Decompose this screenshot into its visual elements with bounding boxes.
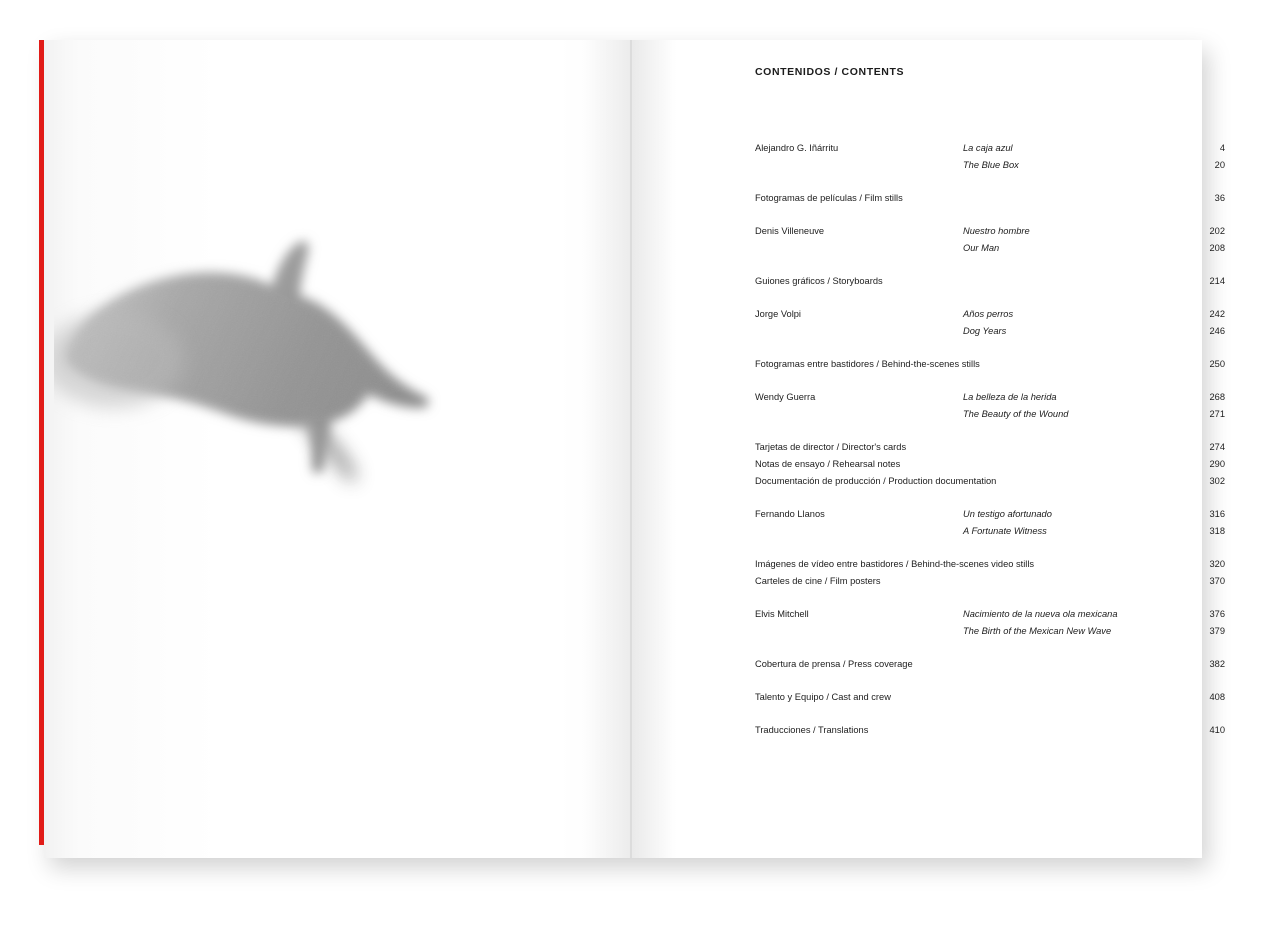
entry-page-number: 376: [1209, 609, 1225, 619]
contents-group: [755, 656, 1225, 673]
contents-entry[interactable]: [755, 240, 1225, 257]
contents-entry[interactable]: [755, 456, 1225, 473]
book-left-page: [44, 40, 630, 858]
entry-title: Guiones gráficos / Storyboards: [755, 276, 883, 286]
contents-group: [755, 389, 1225, 423]
contents-group: [755, 273, 1225, 290]
contents-group: [755, 223, 1225, 257]
contents-entry[interactable]: [755, 157, 1225, 174]
entry-page-number: 4: [1219, 143, 1225, 153]
entry-page-number: 290: [1209, 459, 1225, 469]
contents-entry[interactable]: [755, 223, 1225, 240]
entry-title: Alejandro G. Iñárritu: [755, 143, 839, 153]
contents-group: [755, 689, 1225, 706]
entry-work-title: Dog Years: [963, 326, 1007, 336]
contents-group: [755, 506, 1225, 540]
contents-entry[interactable]: [755, 273, 1225, 290]
book-right-page: [632, 40, 1225, 858]
shadow-puppet-dog-icon: [54, 200, 474, 510]
contents-entry[interactable]: [755, 406, 1225, 423]
contents-entry[interactable]: [755, 556, 1225, 573]
entry-page-number: 320: [1209, 559, 1225, 569]
entry-page-number: 214: [1209, 276, 1225, 286]
contents-group: [755, 190, 1225, 207]
contents-entry[interactable]: [755, 439, 1225, 456]
contents-group: [755, 722, 1225, 739]
contents-entry[interactable]: [755, 306, 1225, 323]
entry-title: Denis Villeneuve: [755, 226, 825, 236]
entry-page-number: 370: [1209, 576, 1225, 586]
entry-title: Documentación de producción / Production documentation: [755, 476, 997, 486]
entry-work-title: The Blue Box: [963, 160, 1019, 170]
entry-page-number: 379: [1209, 626, 1225, 636]
entry-work-title: Nacimiento de la nueva ola mexicana: [963, 609, 1118, 619]
entry-page-number: 20: [1214, 160, 1225, 170]
entry-page-number: 271: [1209, 409, 1225, 419]
contents-title: CONTENIDOS / CONTENTS: [755, 66, 905, 78]
contents-entry[interactable]: [755, 356, 1225, 373]
entry-title: Fernando Llanos: [755, 509, 825, 519]
entry-work-title: Un testigo afortunado: [963, 509, 1052, 519]
entry-page-number: 316: [1209, 509, 1225, 519]
contents-group: [755, 140, 1225, 174]
entry-title: Carteles de cine / Film posters: [755, 576, 881, 586]
contents-group: [755, 306, 1225, 340]
entry-page-number: 274: [1209, 442, 1225, 452]
entry-page-number: 318: [1209, 526, 1225, 536]
book-spread: [44, 40, 1225, 858]
entry-title: Talento y Equipo / Cast and crew: [755, 692, 891, 702]
contents-list: [755, 140, 1225, 739]
entry-title: Jorge Volpi: [755, 309, 801, 319]
entry-page-number: 208: [1209, 243, 1225, 253]
entry-page-number: 382: [1209, 659, 1225, 669]
gutter-shadow-left: [584, 40, 630, 858]
contents-entry[interactable]: [755, 722, 1225, 739]
entry-page-number: 242: [1209, 309, 1225, 319]
contents-group: [755, 556, 1225, 590]
entry-page-number: 408: [1209, 692, 1225, 702]
entry-title: Wendy Guerra: [755, 392, 816, 402]
entry-work-title: Años perros: [963, 309, 1014, 319]
entry-title: Cobertura de prensa / Press coverage: [755, 659, 913, 669]
contents-group: [755, 439, 1225, 490]
red-spine-strip: [39, 40, 44, 845]
contents-entry[interactable]: [755, 689, 1225, 706]
entry-work-title: La caja azul: [963, 143, 1013, 153]
entry-page-number: 268: [1209, 392, 1225, 402]
entry-page-number: 246: [1209, 326, 1225, 336]
entry-title: Notas de ensayo / Rehearsal notes: [755, 459, 901, 469]
contents-entry[interactable]: [755, 606, 1225, 623]
contents-entry[interactable]: [755, 389, 1225, 406]
entry-title: Fotogramas entre bastidores / Behind-the-scenes stills: [755, 359, 980, 369]
contents-entry[interactable]: [755, 656, 1225, 673]
contents-group: [755, 606, 1225, 640]
contents-entry[interactable]: [755, 573, 1225, 590]
contents-entry[interactable]: [755, 323, 1225, 340]
entry-work-title: A Fortunate Witness: [963, 526, 1047, 536]
gutter-shadow-right: [632, 40, 674, 858]
entry-work-title: The Beauty of the Wound: [963, 409, 1069, 419]
entry-title: Elvis Mitchell: [755, 609, 809, 619]
entry-page-number: 302: [1209, 476, 1225, 486]
table-of-contents: [755, 60, 1225, 755]
contents-entry[interactable]: [755, 623, 1225, 640]
contents-group: [755, 356, 1225, 373]
entry-title: Imágenes de vídeo entre bastidores / Behind-the-scenes video stills: [755, 559, 1035, 569]
entry-work-title: The Birth of the Mexican New Wave: [963, 626, 1112, 636]
entry-title: Fotogramas de películas / Film stills: [755, 193, 903, 203]
entry-work-title: La belleza de la herida: [963, 392, 1057, 402]
entry-title: Traducciones / Translations: [755, 725, 869, 735]
entry-work-title: Our Man: [963, 243, 1000, 253]
entry-page-number: 202: [1209, 226, 1225, 236]
contents-entry[interactable]: [755, 190, 1225, 207]
contents-entry[interactable]: [755, 473, 1225, 490]
contents-entry[interactable]: [755, 523, 1225, 540]
entry-work-title: Nuestro hombre: [963, 226, 1030, 236]
entry-page-number: 410: [1209, 725, 1225, 735]
contents-entry[interactable]: [755, 506, 1225, 523]
entry-page-number: 36: [1214, 193, 1225, 203]
entry-page-number: 250: [1209, 359, 1225, 369]
contents-entry[interactable]: [755, 140, 1225, 157]
entry-title: Tarjetas de director / Director's cards: [755, 442, 907, 452]
